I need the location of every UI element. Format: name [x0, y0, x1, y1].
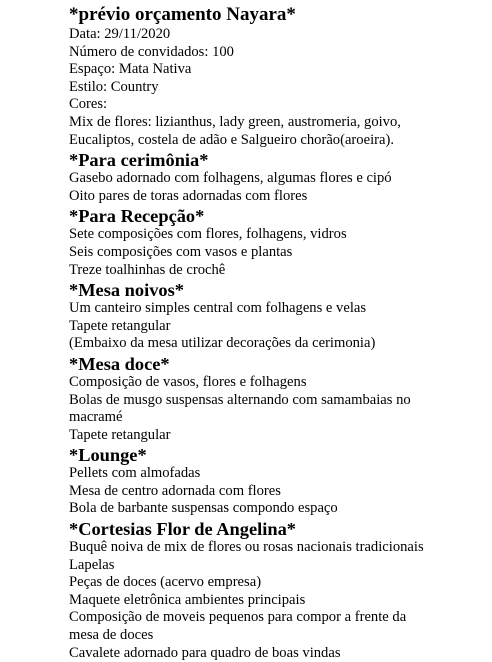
list-item: Peças de doces (acervo empresa)	[69, 574, 262, 591]
list-item: Composição de moveis pequenos para compor a frente da	[69, 609, 407, 626]
info-colors: Cores:	[69, 96, 108, 113]
list-item: Mesa de centro adornada com flores	[69, 482, 281, 499]
info-guest-count: Número de convidados: 100	[69, 43, 234, 60]
section-ceremony	[69, 150, 489, 205]
info-flower-mix: Mix de flores: lizianthus, lady green, austromeria, goivo,	[69, 113, 401, 130]
list-item: Seis composições com vasos e plantas	[69, 243, 293, 260]
document-title: *prévio orçamento Nayara*	[69, 4, 296, 25]
list-item: (Embaixo da mesa utilizar decorações da cerimonia)	[69, 335, 376, 352]
section-heading: *Cortesias Flor de Angelina*	[69, 519, 296, 540]
list-item: Tapete retangular	[69, 317, 171, 334]
list-item: Bolas de musgo suspensas alternando com samambaias no	[69, 391, 411, 408]
list-item: Oito pares de toras adornadas com flores	[69, 187, 308, 204]
list-item: Um canteiro simples central com folhagens e velas	[69, 300, 367, 317]
section-heading: *Mesa doce*	[69, 353, 170, 374]
info-venue: Espaço: Mata Nativa	[69, 61, 192, 78]
list-item: Cavalete adornado para quadro de boas vindas	[69, 644, 341, 661]
section-couple-table	[69, 280, 489, 353]
list-item: Buquê noiva de mix de flores ou rosas nacionais tradicionais	[69, 539, 424, 556]
section-heading: *Lounge*	[69, 445, 147, 466]
list-item: macramé	[69, 409, 123, 426]
list-item: mesa de doces	[69, 627, 154, 644]
list-item: Composição de vasos, flores e folhagens	[69, 373, 307, 390]
section-reception	[69, 206, 489, 279]
info-flower-mix-continued: Eucaliptos, costela de adão e Salgueiro chorão(aroeira).	[69, 131, 394, 148]
list-item: Treze toalhinhas de crochê	[69, 261, 226, 278]
list-item: Tapete retangular	[69, 426, 171, 443]
section-dessert-table	[69, 354, 489, 444]
info-style: Estilo: Country	[69, 78, 159, 95]
info-date: Data: 29/11/2020	[69, 26, 171, 42]
list-item: Pellets com almofadas	[69, 465, 201, 482]
list-item: Lapelas	[69, 556, 115, 573]
list-item: Sete composições com flores, folhagens, vidros	[69, 226, 347, 243]
list-item: Bola de barbante suspensas compondo espaço	[69, 500, 338, 517]
section-heading: *Para Recepção*	[69, 206, 205, 227]
event-info	[69, 26, 489, 149]
section-heading: *Mesa noivos*	[69, 280, 184, 301]
list-item: Maquete eletrônica ambientes principais	[69, 591, 306, 608]
section-heading: *Para cerimônia*	[69, 150, 209, 171]
section-courtesies	[69, 519, 489, 662]
quote-document	[69, 4, 489, 662]
section-lounge	[69, 445, 489, 518]
list-item: Gasebo adornado com folhagens, algumas flores e cipó	[69, 170, 392, 187]
